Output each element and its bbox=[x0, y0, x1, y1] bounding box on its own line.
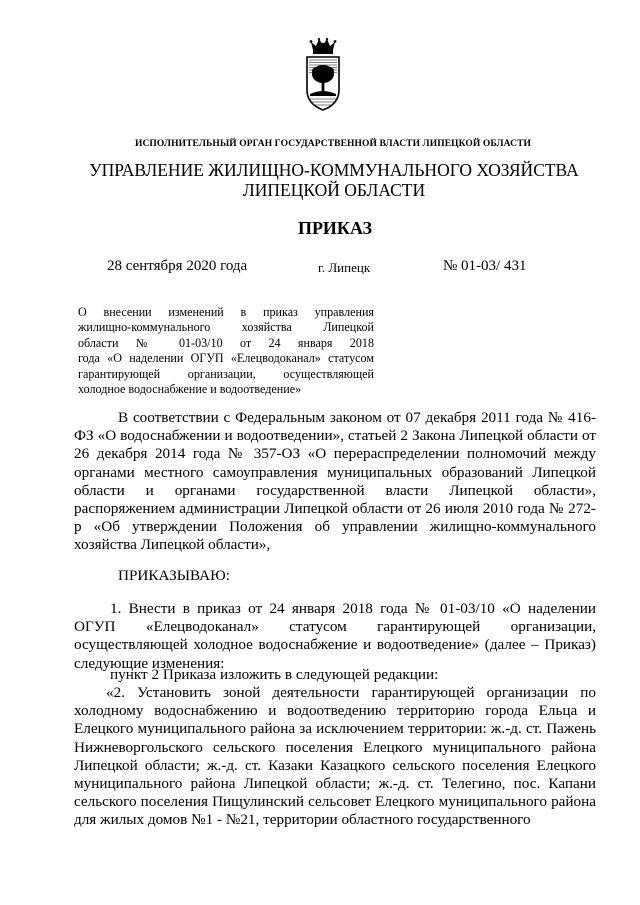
subject-line: гарантирующей организации, осуществляющей bbox=[78, 366, 374, 381]
order-word: ПРИКАЗЫВАЮ: bbox=[118, 567, 230, 584]
order-item-1-subitem: пункт 2 Приказа изложить в следующей редакции: bbox=[110, 666, 439, 683]
order-item-1-quote: «2. Установить зоной деятельности гарантирующей организации по холодному водоснабжению и водоотведению территорию города Ельца и Елецкого муниципального района за исключением территории: ж.-д. ст. Пажень Нижневоргольского сельского поселения Елецкого муниципального района Липецкой области; ж.-д. ст. Казаки Казацкого сельского поселения Елецкого муниципального района Липецкой области; ж.-д. ст. Телегино, пос. Капани сельского поселения Пищулинский сельсовет Елецкого муниципального района для жилых домов №1 - №21, территории областного государственного bbox=[74, 684, 596, 829]
order-item-1: 1. Внести в приказ от 24 января 2018 года № 01-03/10 «О наделении ОГУП «Елецводоканал» статусом гарантирующей организации, осуществляющей холодное водоснабжение и водоотведение» (далее – Приказ) следующие изменения: bbox=[74, 600, 596, 672]
department-name bbox=[0, 160, 640, 200]
department-name-line2: ЛИПЕЦКОЙ ОБЛАСТИ bbox=[242, 180, 426, 200]
issuing-authority-line: ИСПОЛНИТЕЛЬНЫЙ ОРГАН ГОСУДАРСТВЕННОЙ ВЛАСТИ ЛИПЕЦКОЙ ОБЛАСТИ bbox=[134, 139, 532, 149]
document-date: 28 сентября 2020 года bbox=[107, 258, 248, 274]
crown-icon bbox=[310, 38, 337, 54]
document-meta-row bbox=[0, 258, 640, 278]
subject-line: области № 01-03/10 от 24 января 2018 bbox=[78, 335, 374, 350]
department-name-line1: УПРАВЛЕНИЕ ЖИЛИЩНО-КОММУНАЛЬНОГО ХОЗЯЙСТВА bbox=[89, 160, 579, 180]
document-subject bbox=[78, 305, 374, 397]
document-city: г. Липецк bbox=[318, 260, 371, 275]
preamble-paragraph: В соответствии с Федеральным законом от 07 декабря 2011 года № 416-ФЗ «О водоснабжении и водоотведении», статьей 2 Закона Липецкой области от 26 декабря 2014 года № 357-ОЗ «О перераспределении полномочий между органами местного самоуправления муниципальных образований Липецкой области и органами государственной власти Липецкой области», распоряжением администрации Липецкой области от 26 июля 2010 года № 272-р «Об утверждении Положения об управлении жилищно-коммунального хозяйства Липецкой области», bbox=[74, 409, 596, 554]
document-number: № 01-03/ 431 bbox=[443, 258, 527, 274]
subject-line: О внесении изменений в приказ управления bbox=[78, 305, 374, 319]
subject-line: жилищно-коммунального хозяйства Липецкой bbox=[78, 320, 374, 335]
tree-icon bbox=[310, 65, 336, 96]
subject-line: холодное водоснабжение и водоотведение» bbox=[78, 382, 302, 397]
document-title: ПРИКАЗ bbox=[297, 218, 373, 238]
subject-line: года «О наделении ОГУП «Елецводоканал» статусом bbox=[78, 351, 374, 366]
coat-of-arms-emblem bbox=[302, 38, 344, 112]
